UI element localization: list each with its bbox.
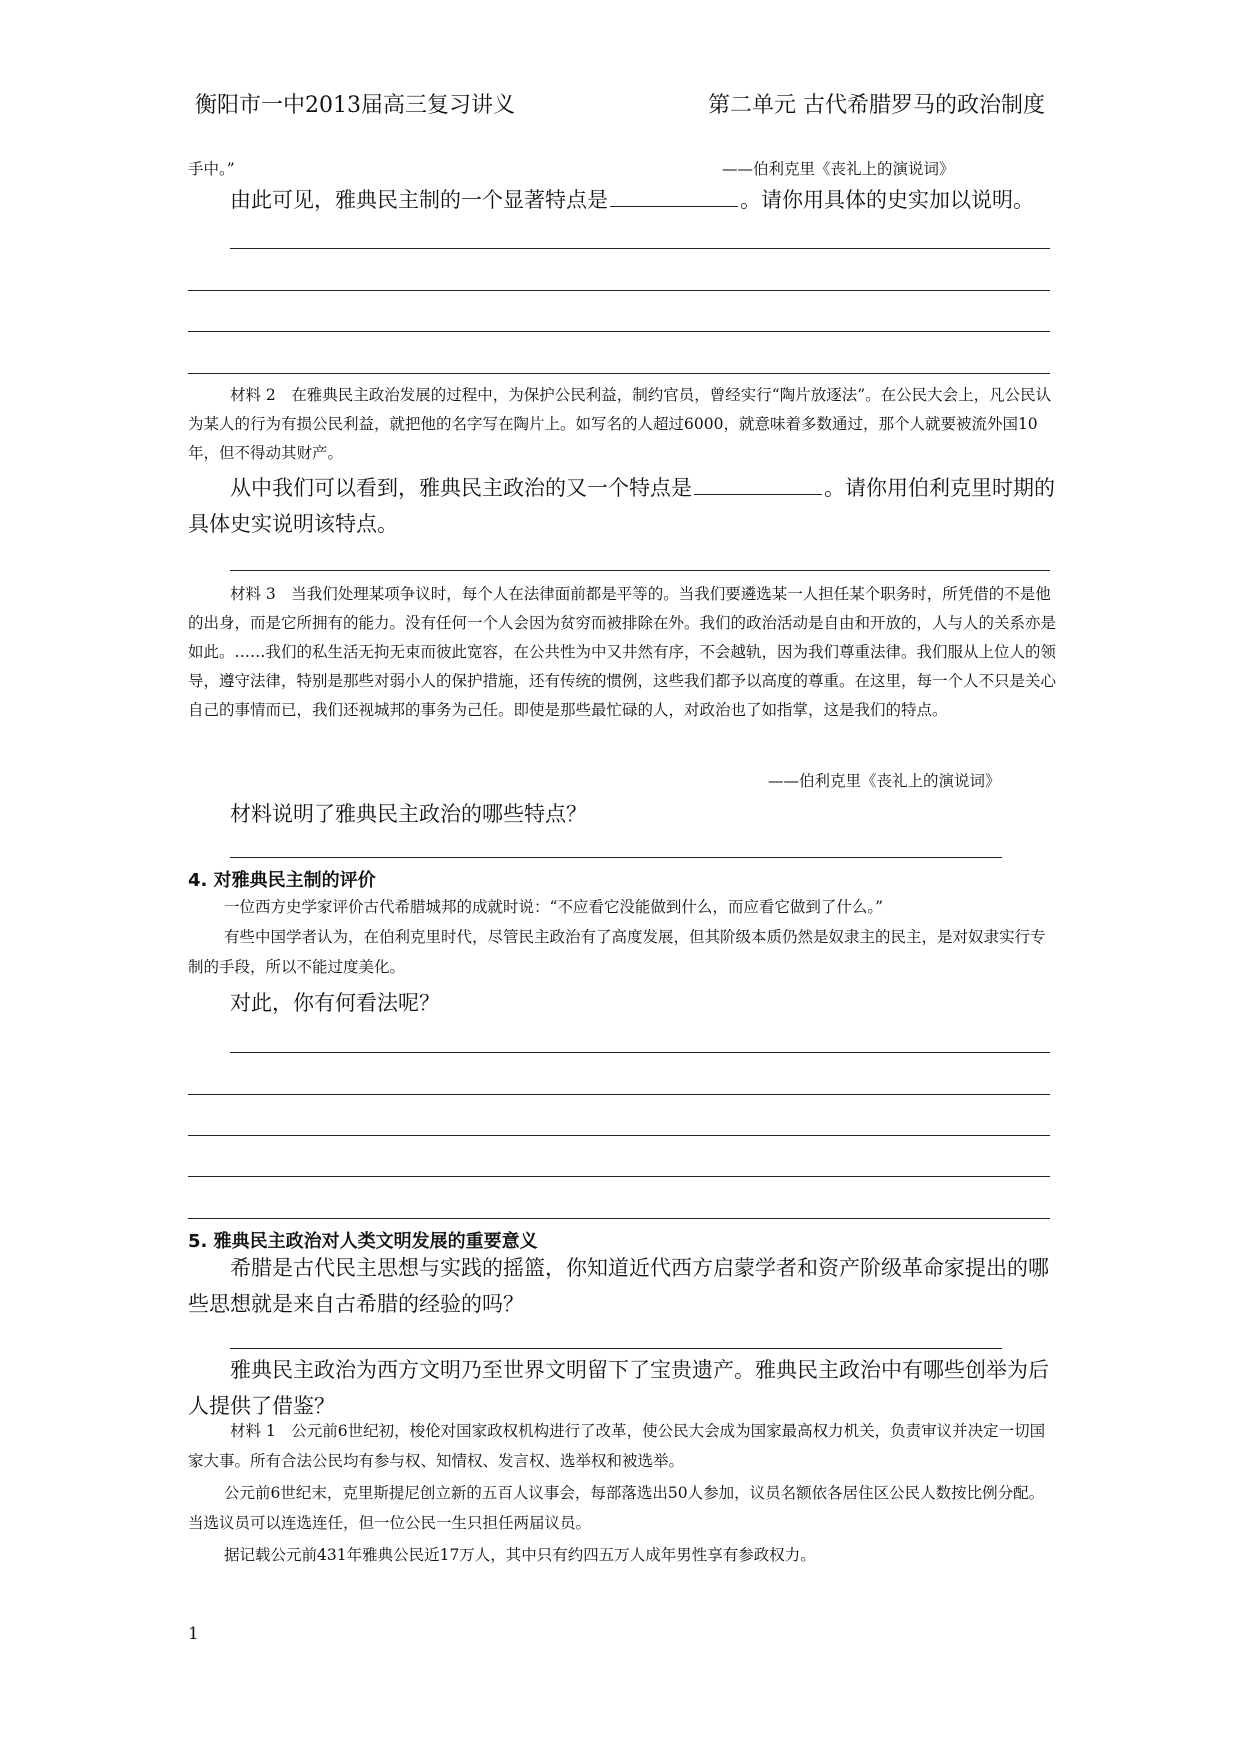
question-1 xyxy=(230,182,1034,218)
section-5-question-1: 希腊是古代民主思想与实践的摇篮，你知道近代西方启蒙学者和资产阶级革命家提出的哪些思想就是来自古希腊的经验的吗？ xyxy=(188,1256,1049,1316)
material-3: 材料 3 当我们处理某项争议时，每个人在法律面前都是平等的。当我们要遴选某一人担任某个职务时，所凭借的不是他的出身，而是它所拥有的能力。没有任何一个人会因为贫穷而被排除在外。我们的政治活动是自由和开放的，人与人的关系亦是如此。……我们的私生活无拘无束而彼此宽容，在公共性为中又井然有序，不会越轨，因为我们尊重法律。我们服从上位人的领导，遵守法律，特别是那些对弱小人的保护措施，还有传统的惯例，这些我们都予以高度的尊重。在这里，每一个人不只是关心自己的事情而已，我们还视城邦的事务为己任。即使是那些最忙碌的人，对政治也了如指掌，这是我们的特点。 xyxy=(188,585,1057,719)
answer-line[interactable] xyxy=(188,1094,1050,1095)
question-1-prefix: 由此可见，雅典民主制的一个显著特点是 xyxy=(230,188,608,212)
header-left-title: 衡阳市一中2013届高三复习讲义 xyxy=(195,93,515,118)
quote-tail: 手中。” xyxy=(188,160,235,178)
question-2-prefix: 从中我们可以看到，雅典民主政治的又一个特点是 xyxy=(230,476,692,500)
section-4-question: 对此，你有何看法呢？ xyxy=(230,991,440,1015)
section-5-material-2: 公元前6世纪末，克里斯提尼创立新的五百人议事会，每部落选出50人参加，议员名额依各居住区公民人数按比例分配。当选议员可以连选连任，但一位公民一生只担任两届议员。 xyxy=(188,1484,1045,1532)
answer-blank-2[interactable] xyxy=(694,472,822,495)
section-5-material-3: 据记载公元前431年雅典公民近17万人，其中只有约四五万人成年男性享有参政权力。 xyxy=(224,1546,816,1564)
answer-line[interactable] xyxy=(230,248,1050,249)
answer-line[interactable] xyxy=(188,1176,1050,1177)
section-5-question-2: 雅典民主政治为西方文明乃至世界文明留下了宝贵遗产。雅典民主政治中有哪些创举为后人提供了借鉴？ xyxy=(188,1358,1049,1418)
quote-source: ——伯利克里《丧礼上的演说词》 xyxy=(722,160,955,178)
material-2: 材料 2 在雅典民主政治发展的过程中，为保护公民利益，制约官员，曾经实行“陶片放逐法”。在公民大会上，凡公民认为某人的行为有损公民利益，就把他的名字写在陶片上。如写名的人超过6000，就意味着多数通过，那个人就要被流外国10年，但不得动其财产。 xyxy=(188,386,1052,462)
answer-line[interactable] xyxy=(188,290,1050,291)
answer-line[interactable] xyxy=(230,857,1002,858)
section-5-title: 5. 雅典民主政治对人类文明发展的重要意义 xyxy=(188,1231,538,1252)
section-4-quote: 一位西方史学家评价古代希腊城邦的成就时说：“不应看它没能做到什么，而应看它做到了什么。” xyxy=(224,898,884,916)
question-1-suffix: 。请你用具体的史实加以说明。 xyxy=(740,188,1034,212)
answer-line[interactable] xyxy=(230,1052,1050,1053)
answer-line[interactable] xyxy=(188,1135,1050,1136)
answer-line[interactable] xyxy=(188,373,1050,374)
answer-blank-1[interactable] xyxy=(610,184,738,207)
answer-line[interactable] xyxy=(230,1348,1002,1349)
header-right-title: 第二单元 古代希腊罗马的政治制度 xyxy=(708,93,1045,118)
answer-line[interactable] xyxy=(230,570,1050,571)
section-4-title: 4. 对雅典民主制的评价 xyxy=(188,870,376,891)
page-number: 1 xyxy=(188,1624,199,1644)
answer-line[interactable] xyxy=(188,1218,1050,1219)
answer-line[interactable] xyxy=(188,331,1050,332)
question-2 xyxy=(188,470,1056,542)
question-2-suffix: 。请你用伯利克里时期的具体史实说明该特点。 xyxy=(188,476,1055,536)
material-3-source: ——伯利克里《丧礼上的演说词》 xyxy=(768,772,1001,790)
section-5-material-1: 材料 1 公元前6世纪初，梭伦对国家政权机构进行了改革，使公民大会成为国家最高权力机关，负责审议并决定一切国家大事。所有合法公民均有参与权、知情权、发言权、选举权和被选举。 xyxy=(188,1422,1046,1470)
section-4-view: 有些中国学者认为，在伯利克里时代，尽管民主政治有了高度发展，但其阶级本质仍然是奴隶主的民主，是对奴隶实行专制的手段，所以不能过度美化。 xyxy=(188,928,1046,976)
question-3: 材料说明了雅典民主政治的哪些特点？ xyxy=(230,802,587,826)
